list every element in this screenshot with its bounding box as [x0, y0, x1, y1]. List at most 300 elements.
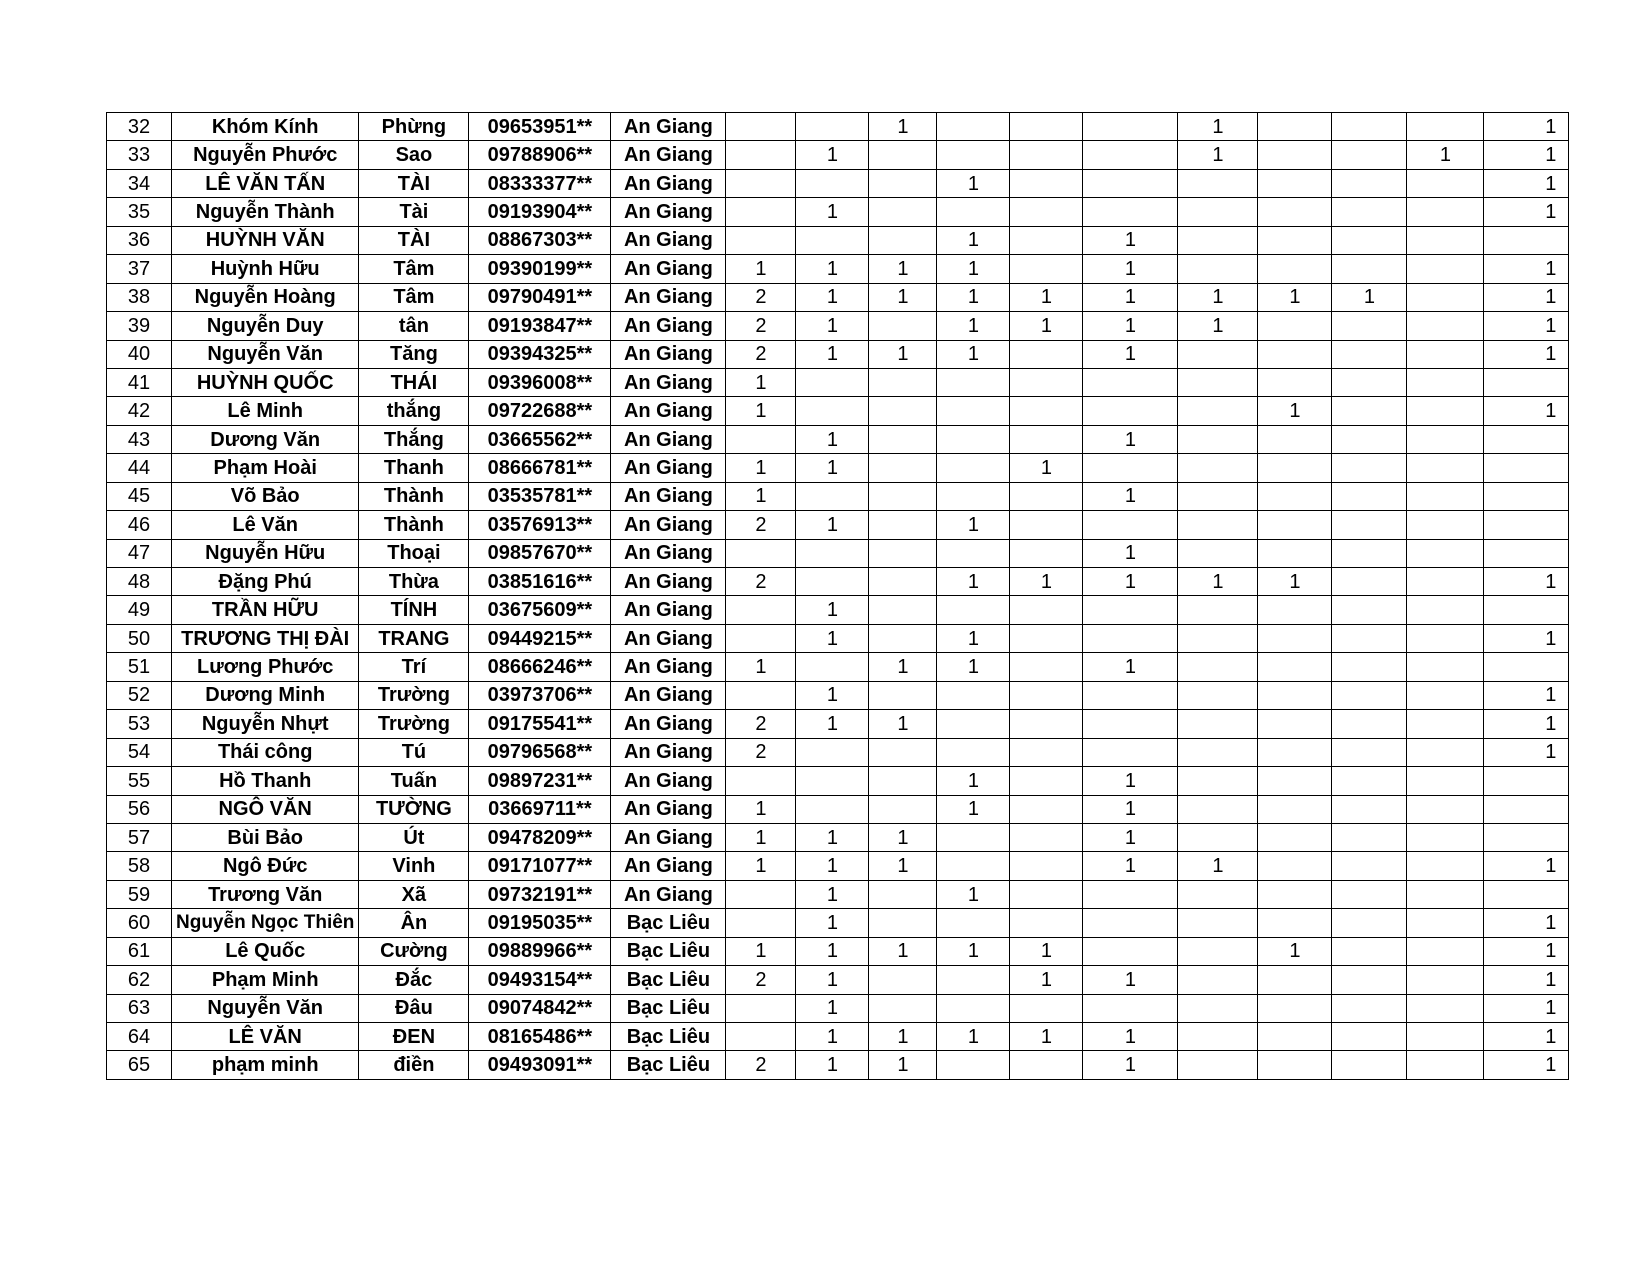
cell-ho: HUỲNH QUỐC	[172, 368, 359, 396]
cell-province: An Giang	[611, 539, 726, 567]
cell-ho: Ngô Đức	[172, 852, 359, 880]
cell-value: 1	[1484, 710, 1569, 738]
cell-value: 1	[1083, 1023, 1178, 1051]
cell-ten: TRANG	[359, 624, 469, 652]
cell-value	[937, 454, 1010, 482]
cell-value: 1	[796, 624, 869, 652]
cell-value	[1407, 823, 1484, 851]
cell-stt: 35	[107, 198, 172, 226]
cell-ten: Vinh	[359, 852, 469, 880]
cell-ten: điền	[359, 1051, 469, 1079]
table-row	[107, 340, 1569, 368]
cell-ten: TÀI	[359, 226, 469, 254]
cell-value: 1	[869, 340, 937, 368]
cell-value	[726, 1023, 796, 1051]
cell-value	[869, 312, 937, 340]
cell-value: 1	[1083, 482, 1178, 510]
cell-phone: 03576913**	[469, 511, 611, 539]
cell-value	[869, 795, 937, 823]
cell-value	[1010, 596, 1083, 624]
cell-value	[1258, 823, 1332, 851]
cell-value	[1178, 226, 1258, 254]
cell-phone: 09493091**	[469, 1051, 611, 1079]
cell-value	[1407, 198, 1484, 226]
cell-province: An Giang	[611, 113, 726, 141]
cell-value	[869, 624, 937, 652]
cell-phone: 09796568**	[469, 738, 611, 766]
cell-value: 1	[1083, 823, 1178, 851]
cell-value	[1484, 454, 1569, 482]
cell-value: 1	[796, 852, 869, 880]
cell-province: An Giang	[611, 454, 726, 482]
cell-value	[937, 994, 1010, 1022]
cell-province: An Giang	[611, 823, 726, 851]
cell-ho: Nguyễn Hữu	[172, 539, 359, 567]
table-row	[107, 624, 1569, 652]
cell-value	[726, 994, 796, 1022]
cell-stt: 45	[107, 482, 172, 510]
cell-phone: 09857670**	[469, 539, 611, 567]
cell-value: 1	[1083, 852, 1178, 880]
cell-value: 1	[1178, 141, 1258, 169]
cell-province: An Giang	[611, 795, 726, 823]
cell-value	[1010, 653, 1083, 681]
cell-value: 1	[726, 482, 796, 510]
cell-value: 2	[726, 312, 796, 340]
cell-value	[1258, 852, 1332, 880]
cell-value	[1010, 169, 1083, 197]
cell-value	[1083, 994, 1178, 1022]
cell-ten: tân	[359, 312, 469, 340]
cell-value	[1258, 596, 1332, 624]
cell-value: 1	[1083, 255, 1178, 283]
cell-value: 1	[937, 312, 1010, 340]
cell-province: An Giang	[611, 198, 726, 226]
cell-ho: Nguyễn Thành	[172, 198, 359, 226]
cell-value: 1	[869, 1051, 937, 1079]
table-row	[107, 312, 1569, 340]
cell-value	[1258, 738, 1332, 766]
cell-value	[1010, 823, 1083, 851]
cell-value: 1	[796, 681, 869, 709]
cell-phone: 09175541**	[469, 710, 611, 738]
cell-stt: 42	[107, 397, 172, 425]
cell-value	[796, 397, 869, 425]
cell-value	[1010, 710, 1083, 738]
cell-value	[1484, 226, 1569, 254]
cell-value: 2	[726, 340, 796, 368]
cell-value: 1	[1484, 312, 1569, 340]
cell-phone: 09788906**	[469, 141, 611, 169]
cell-stt: 46	[107, 511, 172, 539]
cell-value	[869, 454, 937, 482]
cell-value	[726, 198, 796, 226]
cell-phone: 08165486**	[469, 1023, 611, 1051]
cell-value: 1	[796, 1023, 869, 1051]
cell-province: Bạc Liêu	[611, 994, 726, 1022]
cell-stt: 50	[107, 624, 172, 652]
cell-value: 1	[1083, 226, 1178, 254]
cell-value	[1178, 624, 1258, 652]
cell-value: 1	[796, 198, 869, 226]
cell-value	[1258, 1023, 1332, 1051]
cell-value	[1407, 1051, 1484, 1079]
cell-value	[1407, 994, 1484, 1022]
cell-phone: 09722688**	[469, 397, 611, 425]
table-row	[107, 653, 1569, 681]
cell-value	[1258, 966, 1332, 994]
cell-value: 1	[1178, 852, 1258, 880]
cell-province: An Giang	[611, 283, 726, 311]
cell-value	[1010, 1051, 1083, 1079]
cell-value: 1	[1178, 283, 1258, 311]
cell-value	[1178, 681, 1258, 709]
cell-ho: Phạm Minh	[172, 966, 359, 994]
cell-ho: Dương Minh	[172, 681, 359, 709]
cell-value	[796, 113, 869, 141]
cell-stt: 61	[107, 937, 172, 965]
cell-province: Bạc Liêu	[611, 909, 726, 937]
cell-value: 1	[726, 653, 796, 681]
table-row	[107, 795, 1569, 823]
cell-value	[1407, 1023, 1484, 1051]
cell-value: 1	[937, 340, 1010, 368]
cell-value	[869, 425, 937, 453]
cell-value	[1332, 169, 1407, 197]
cell-value	[1083, 880, 1178, 908]
table-row	[107, 198, 1569, 226]
table-row	[107, 852, 1569, 880]
cell-value	[937, 198, 1010, 226]
cell-value	[796, 226, 869, 254]
cell-value: 1	[1010, 312, 1083, 340]
cell-value: 1	[1083, 312, 1178, 340]
cell-value: 1	[1258, 283, 1332, 311]
cell-value	[1258, 909, 1332, 937]
cell-value: 1	[1010, 966, 1083, 994]
cell-value	[1178, 710, 1258, 738]
cell-stt: 48	[107, 568, 172, 596]
cell-value: 1	[1083, 539, 1178, 567]
cell-ho: Thái công	[172, 738, 359, 766]
cell-province: An Giang	[611, 767, 726, 795]
cell-province: Bạc Liêu	[611, 1023, 726, 1051]
cell-province: An Giang	[611, 312, 726, 340]
cell-value: 1	[796, 909, 869, 937]
cell-ten: Thừa	[359, 568, 469, 596]
cell-ten: THÁI	[359, 368, 469, 396]
cell-value: 1	[1484, 994, 1569, 1022]
cell-ten: Tú	[359, 738, 469, 766]
cell-value: 1	[796, 340, 869, 368]
cell-value	[1332, 113, 1407, 141]
cell-stt: 56	[107, 795, 172, 823]
cell-value: 1	[1010, 568, 1083, 596]
cell-value: 1	[796, 937, 869, 965]
cell-value	[869, 596, 937, 624]
cell-value	[1407, 340, 1484, 368]
cell-phone: 09732191**	[469, 880, 611, 908]
cell-value	[937, 823, 1010, 851]
cell-value	[1083, 937, 1178, 965]
cell-stt: 36	[107, 226, 172, 254]
cell-value	[1178, 823, 1258, 851]
cell-value	[1484, 767, 1569, 795]
cell-value: 1	[869, 283, 937, 311]
cell-value	[1258, 795, 1332, 823]
cell-province: An Giang	[611, 340, 726, 368]
cell-value	[937, 397, 1010, 425]
cell-ho: TRẦN HỮU	[172, 596, 359, 624]
cell-province: Bạc Liêu	[611, 937, 726, 965]
cell-value: 1	[726, 368, 796, 396]
cell-stt: 39	[107, 312, 172, 340]
cell-value	[1083, 368, 1178, 396]
table-row	[107, 454, 1569, 482]
cell-phone: 09790491**	[469, 283, 611, 311]
cell-ten: ĐEN	[359, 1023, 469, 1051]
cell-value: 1	[796, 511, 869, 539]
cell-value	[796, 169, 869, 197]
cell-value: 1	[1484, 198, 1569, 226]
cell-value	[726, 767, 796, 795]
cell-value	[869, 482, 937, 510]
cell-province: An Giang	[611, 681, 726, 709]
cell-value: 2	[726, 1051, 796, 1079]
cell-value	[1178, 966, 1258, 994]
cell-value	[796, 568, 869, 596]
cell-ten: Đâu	[359, 994, 469, 1022]
cell-value	[1083, 113, 1178, 141]
table-row	[107, 226, 1569, 254]
cell-phone: 09074842**	[469, 994, 611, 1022]
cell-value	[1010, 198, 1083, 226]
cell-value: 1	[1484, 738, 1569, 766]
cell-value	[1178, 596, 1258, 624]
cell-value	[1407, 113, 1484, 141]
cell-value	[869, 909, 937, 937]
cell-value	[1258, 994, 1332, 1022]
cell-ten: Thắng	[359, 425, 469, 453]
cell-province: An Giang	[611, 425, 726, 453]
cell-value	[726, 539, 796, 567]
cell-value	[937, 909, 1010, 937]
cell-value	[1332, 141, 1407, 169]
cell-value	[1010, 738, 1083, 766]
cell-value	[1258, 368, 1332, 396]
cell-value	[1258, 539, 1332, 567]
cell-phone: 09897231**	[469, 767, 611, 795]
cell-ten: Thanh	[359, 454, 469, 482]
table-row	[107, 767, 1569, 795]
cell-value	[1010, 624, 1083, 652]
cell-value	[937, 482, 1010, 510]
cell-province: An Giang	[611, 880, 726, 908]
cell-value	[1258, 624, 1332, 652]
cell-value	[1332, 539, 1407, 567]
cell-value: 1	[1010, 937, 1083, 965]
cell-value	[796, 767, 869, 795]
cell-province: An Giang	[611, 397, 726, 425]
table-row	[107, 425, 1569, 453]
cell-phone: 03851616**	[469, 568, 611, 596]
cell-value	[1407, 368, 1484, 396]
cell-value: 1	[869, 937, 937, 965]
cell-value	[1258, 198, 1332, 226]
cell-value: 1	[796, 255, 869, 283]
cell-value: 1	[796, 312, 869, 340]
cell-value	[1083, 397, 1178, 425]
cell-value	[726, 226, 796, 254]
cell-ten: TÀI	[359, 169, 469, 197]
table-row	[107, 368, 1569, 396]
cell-value: 1	[1083, 653, 1178, 681]
table-row	[107, 568, 1569, 596]
cell-value	[1258, 169, 1332, 197]
cell-value	[1178, 255, 1258, 283]
cell-value	[1484, 653, 1569, 681]
cell-value	[1332, 368, 1407, 396]
cell-ho: Dương Văn	[172, 425, 359, 453]
cell-stt: 63	[107, 994, 172, 1022]
cell-ho: Nguyễn Văn	[172, 340, 359, 368]
cell-value	[1332, 994, 1407, 1022]
table-row	[107, 1023, 1569, 1051]
cell-value: 1	[1484, 568, 1569, 596]
cell-phone: 09171077**	[469, 852, 611, 880]
cell-ho: Lê Quốc	[172, 937, 359, 965]
cell-value	[1484, 511, 1569, 539]
cell-ten: thắng	[359, 397, 469, 425]
cell-value	[1258, 880, 1332, 908]
cell-value: 1	[937, 568, 1010, 596]
cell-province: An Giang	[611, 226, 726, 254]
cell-phone: 08666781**	[469, 454, 611, 482]
cell-value	[1332, 795, 1407, 823]
cell-value: 1	[1484, 141, 1569, 169]
cell-value	[726, 169, 796, 197]
cell-value	[1010, 681, 1083, 709]
cell-value: 1	[1484, 397, 1569, 425]
cell-ten: Ân	[359, 909, 469, 937]
cell-ho: Phạm Hoài	[172, 454, 359, 482]
cell-value	[796, 653, 869, 681]
cell-value	[1407, 966, 1484, 994]
cell-ten: Tâm	[359, 255, 469, 283]
cell-value	[1010, 397, 1083, 425]
table-row	[107, 681, 1569, 709]
cell-value	[1407, 568, 1484, 596]
cell-value	[1178, 340, 1258, 368]
table-row	[107, 255, 1569, 283]
cell-phone: 09653951**	[469, 113, 611, 141]
cell-ho: HUỲNH VĂN	[172, 226, 359, 254]
cell-value: 1	[796, 880, 869, 908]
cell-value	[1010, 141, 1083, 169]
table-row	[107, 141, 1569, 169]
cell-ten: Thành	[359, 482, 469, 510]
cell-value: 1	[1083, 283, 1178, 311]
cell-value	[1178, 198, 1258, 226]
cell-value	[1258, 767, 1332, 795]
cell-value	[1010, 113, 1083, 141]
cell-value: 1	[937, 795, 1010, 823]
cell-value	[1407, 169, 1484, 197]
cell-value	[1407, 738, 1484, 766]
cell-value	[1332, 880, 1407, 908]
cell-value	[1332, 198, 1407, 226]
cell-stt: 64	[107, 1023, 172, 1051]
cell-ten: Tăng	[359, 340, 469, 368]
cell-value	[937, 425, 1010, 453]
cell-value	[1178, 397, 1258, 425]
cell-ten: Trường	[359, 710, 469, 738]
table-row	[107, 397, 1569, 425]
cell-ho: Khóm Kính	[172, 113, 359, 141]
cell-value: 2	[726, 283, 796, 311]
cell-value	[726, 141, 796, 169]
cell-value	[1258, 511, 1332, 539]
cell-phone: 09195035**	[469, 909, 611, 937]
cell-ho: NGÔ VĂN	[172, 795, 359, 823]
cell-value: 1	[1083, 966, 1178, 994]
cell-value	[1332, 852, 1407, 880]
cell-value: 1	[869, 653, 937, 681]
cell-stt: 62	[107, 966, 172, 994]
cell-value	[1010, 340, 1083, 368]
cell-value	[1407, 710, 1484, 738]
cell-value	[869, 568, 937, 596]
cell-value	[796, 795, 869, 823]
cell-value	[869, 966, 937, 994]
table-row	[107, 909, 1569, 937]
cell-value	[937, 596, 1010, 624]
cell-value: 1	[869, 1023, 937, 1051]
cell-ho: Nguyễn Duy	[172, 312, 359, 340]
cell-value	[1083, 624, 1178, 652]
cell-value	[1258, 454, 1332, 482]
cell-value	[1258, 113, 1332, 141]
cell-value	[1407, 255, 1484, 283]
cell-ho: Huỳnh Hữu	[172, 255, 359, 283]
cell-value	[1332, 624, 1407, 652]
cell-ho: Trương Văn	[172, 880, 359, 908]
cell-value	[1407, 624, 1484, 652]
cell-phone: 09889966**	[469, 937, 611, 965]
cell-ten: Trí	[359, 653, 469, 681]
cell-value: 1	[937, 169, 1010, 197]
cell-value: 1	[1083, 795, 1178, 823]
cell-ten: TƯỜNG	[359, 795, 469, 823]
cell-value	[1407, 482, 1484, 510]
cell-value	[1010, 880, 1083, 908]
cell-value	[1258, 681, 1332, 709]
cell-value: 1	[1484, 113, 1569, 141]
cell-stt: 32	[107, 113, 172, 141]
cell-value	[1332, 312, 1407, 340]
cell-stt: 43	[107, 425, 172, 453]
cell-value	[1010, 511, 1083, 539]
cell-value	[1258, 653, 1332, 681]
cell-stt: 52	[107, 681, 172, 709]
cell-value	[937, 710, 1010, 738]
cell-value: 1	[796, 966, 869, 994]
cell-ho: Hồ Thanh	[172, 767, 359, 795]
cell-value: 1	[1010, 283, 1083, 311]
table-row	[107, 937, 1569, 965]
cell-value: 1	[1484, 1023, 1569, 1051]
cell-province: An Giang	[611, 710, 726, 738]
